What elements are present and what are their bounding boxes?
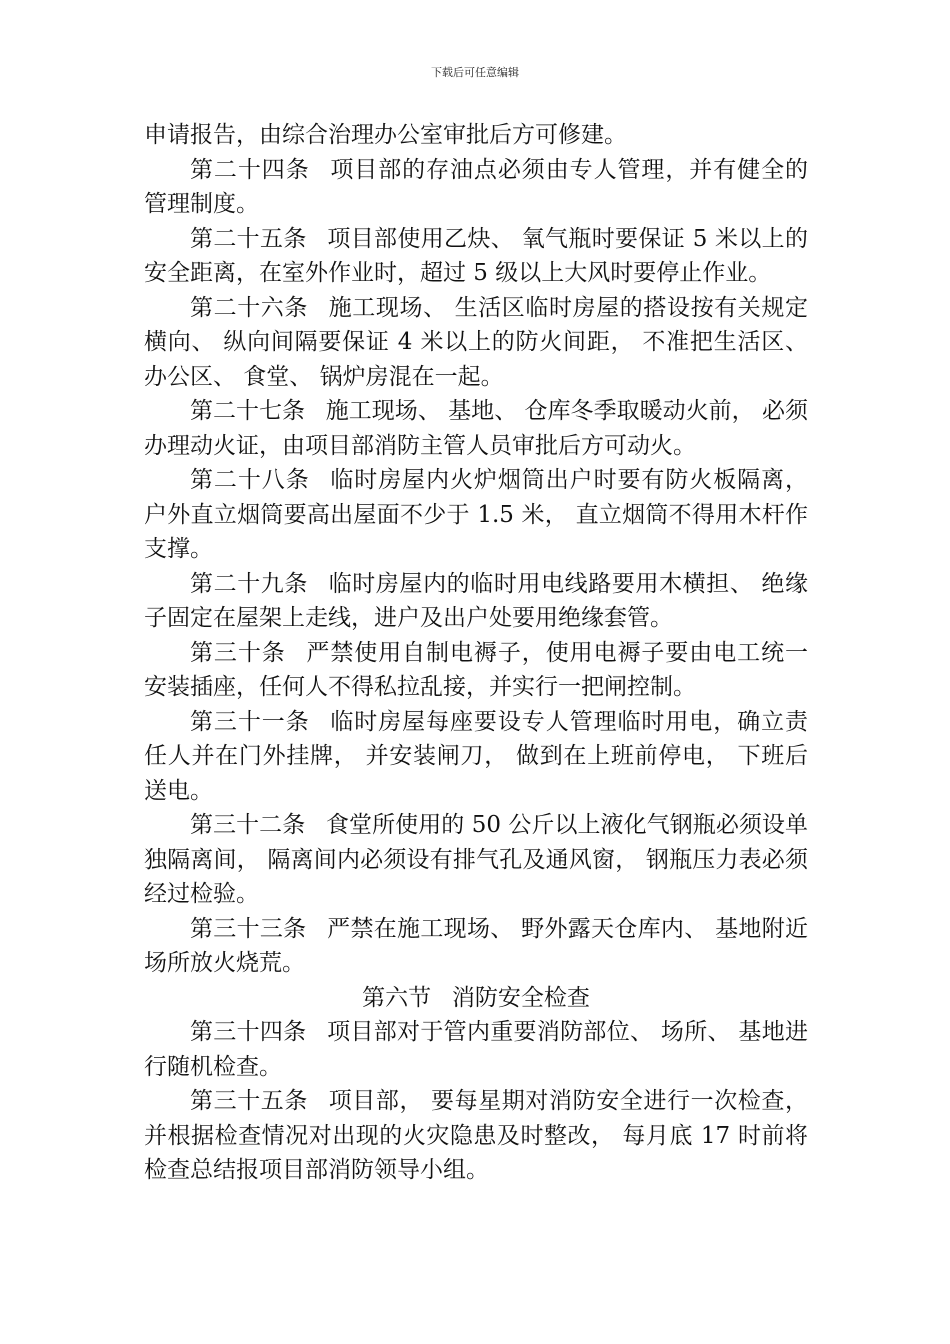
article-text: 严禁使用自制电褥子，使用电褥子要由电工统一安装插座，任何人不得私拉乱接，并实行一把闸控制。	[144, 639, 808, 700]
article-34	[144, 1015, 808, 1084]
article-31	[144, 705, 808, 809]
article-text: 严禁在施工现场、 野外露天仓库内、 基地附近场所放火烧荒。	[144, 915, 809, 976]
article-30	[144, 636, 808, 705]
article-text: 项目部的存油点必须由专人管理，并有健全的管理制度。	[144, 156, 809, 217]
article-text: 食堂所使用的 50 公斤以上液化气钢瓶必须设单独隔离间， 隔离间内必须设有排气孔及通风窗， 钢瓶压力表必须经过检验。	[144, 812, 809, 907]
article-text: 项目部使用乙炔、 氧气瓶时要保证 5 米以上的安全距离，在室外作业时，超过 5 级以上大风时要停止作业。	[144, 225, 808, 286]
article-label: 第三十条	[190, 639, 286, 666]
article-label: 第三十一条	[190, 708, 310, 735]
article-25	[144, 222, 808, 291]
page-header: 下载后可任意编辑	[431, 66, 519, 79]
article-label: 第三十四条	[190, 1019, 307, 1045]
article-text: 临时房屋每座要设专人管理临时用电，确立责任人并在门外挂牌， 并安装闸刀， 做到在上班前停电， 下班后送电。	[144, 708, 809, 804]
article-text: 施工现场、 生活区临时房屋的搭设按有关规定横向、 纵向间隔要保证 4 米以上的防火间距， 不准把生活区、 办公区、 食堂、 锅炉房混在一起。	[144, 294, 808, 390]
paragraph-continued	[144, 118, 808, 153]
article-28	[144, 463, 808, 567]
article-33	[144, 912, 808, 981]
paragraph-text: 申请报告，由综合治理办公室审批后方可修建。	[144, 122, 627, 148]
section-label: 第六节	[362, 984, 432, 1011]
article-29	[144, 567, 808, 636]
article-text: 项目部， 要每星期对消防安全进行一次检查，并根据检查情况对出现的火灾隐患及时整改， 每月底 17 时前将检查总结报项目部消防领导小组。	[144, 1088, 808, 1183]
article-text: 项目部对于管内重要消防部位、 场所、 基地进行随机检查。	[144, 1019, 809, 1080]
article-label: 第二十五条	[190, 225, 307, 252]
article-label: 第二十九条	[190, 570, 308, 597]
article-label: 第三十二条	[190, 812, 306, 838]
article-text: 临时房屋内火炉烟筒出户时要有防火板隔离，户外直立烟筒要高出屋面不少于 1.5 米， 直立烟筒不得用木杆作支撑。	[144, 467, 809, 562]
article-label: 第二十七条	[190, 398, 306, 424]
section-title: 消防安全检查	[451, 984, 590, 1011]
document-body	[144, 118, 808, 1188]
section-heading	[144, 981, 808, 1016]
article-text: 临时房屋内的临时用电线路要用木横担、 绝缘子固定在屋架上走线，进户及出户处要用绝缘套管。	[144, 570, 808, 631]
article-label: 第二十六条	[190, 294, 308, 321]
article-35	[144, 1084, 808, 1188]
article-text: 施工现场、 基地、 仓库冬季取暖动火前， 必须办理动火证，由项目部消防主管人员审批后方可动火。	[144, 398, 809, 459]
article-label: 第三十五条	[190, 1088, 308, 1114]
article-label: 第三十三条	[190, 915, 307, 942]
article-24	[144, 153, 808, 222]
article-label: 第二十八条	[190, 467, 310, 493]
article-label: 第二十四条	[190, 156, 310, 183]
article-26	[144, 291, 808, 395]
article-27	[144, 394, 808, 463]
article-32	[144, 808, 808, 912]
